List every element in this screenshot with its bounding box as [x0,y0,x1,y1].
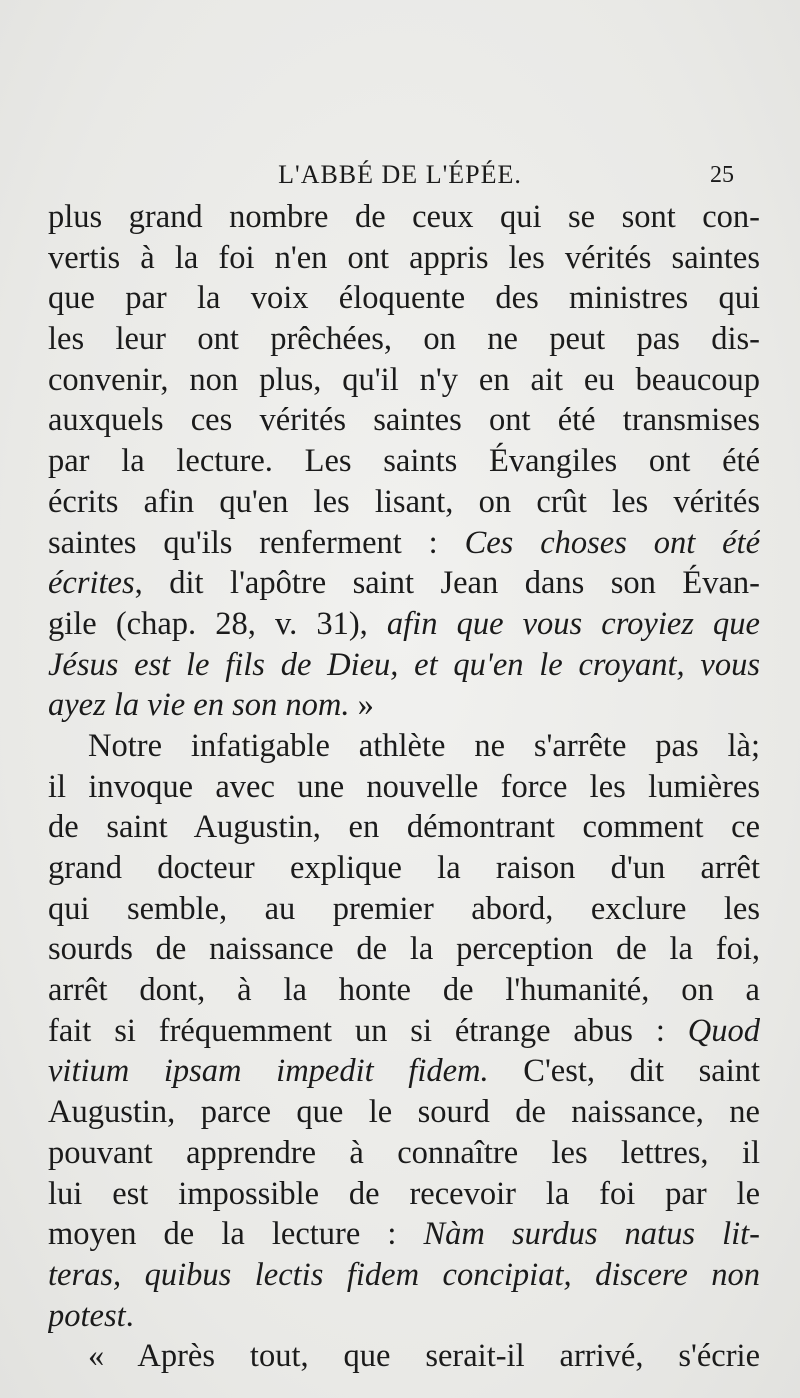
roman-segment: que par la voix éloquente des ministres qui [48,280,760,317]
roman-segment: » [349,687,374,724]
roman-segment: auxquels ces vérités saintes ont été transmises [48,402,760,439]
text-line [48,1174,760,1215]
text-line [48,1296,760,1337]
text-line [48,1255,760,1296]
roman-segment: vertis à la foi n'en ont appris les vérités saintes [48,239,760,276]
italic-segment: Quod [687,1012,760,1049]
text-line [48,319,760,360]
italic-segment: Jésus est le fils de Dieu, et qu'en le croyant, vous [48,646,760,683]
text-line [48,1051,760,1092]
italic-segment: afin que vous croyiez que [386,605,760,642]
roman-segment: saintes qu'ils renferment : [48,524,465,561]
roman-segment: sourds de naissance de la perception de la foi, [48,931,760,968]
text-line [48,1336,760,1377]
italic-segment: écrites [48,565,135,602]
text-line [48,970,760,1011]
roman-segment [572,1257,596,1293]
roman-segment: arrêt dont, à la honte de l'humanité, on a [48,972,760,1009]
roman-segment: les leur ont prêchées, on ne peut pas dis- [48,321,760,358]
text-line [48,197,760,238]
italic-segment: discere non [595,1256,760,1293]
italic-segment: vitium ipsam impedit fidem. [48,1053,489,1090]
text-line [48,889,760,930]
roman-segment: lui est impossible de recevoir la foi par le [48,1175,760,1212]
roman-segment: pouvant apprendre à connaître les lettres, il [48,1134,760,1171]
roman-segment: fait si fréquemment un si étrange abus : [48,1012,688,1049]
text-line [48,1133,760,1174]
roman-segment: Notre infatigable athlète ne s'arrête pas là; [88,727,760,764]
text-line [48,848,760,889]
roman-segment: qui semble, au premier abord, exclure les [48,890,760,927]
text-line [48,604,760,645]
running-head [0,160,800,194]
roman-segment: C'est, dit saint [488,1053,760,1090]
text-line [48,278,760,319]
roman-segment: convenir, non plus, qu'il n'y en ait eu beaucoup [48,361,760,398]
running-head-title: L'ABBÉ DE L'ÉPÉE. [278,160,522,189]
body-text [48,197,760,1377]
roman-segment: Augustin, parce que le sourd de naissance, ne [48,1094,760,1131]
text-line [48,400,760,441]
text-line [48,767,760,808]
text-line [48,1214,760,1255]
italic-segment: Ces choses ont été [464,524,760,561]
roman-segment: écrits afin qu'en les lisant, on crût les vérités [48,483,760,520]
page-number: 25 [710,162,734,188]
text-line [48,726,760,767]
italic-segment: Nàm surdus natus lit- [423,1216,760,1253]
text-line [48,929,760,970]
roman-segment: . [125,1297,134,1334]
roman-segment: grand docteur explique la raison d'un arrêt [48,850,760,886]
text-line [48,238,760,279]
text-line [48,523,760,564]
italic-segment: potest [48,1297,126,1334]
text-line [48,1011,760,1052]
roman-segment: , dit l'apôtre saint Jean dans son Évan- [134,565,760,602]
text-line [48,482,760,523]
roman-segment: il invoque avec une nouvelle force les lumières [48,768,760,805]
roman-segment: moyen de la lecture : [48,1216,424,1253]
text-line [48,685,760,726]
text-line [48,360,760,401]
text-line [48,1092,760,1133]
roman-segment: « Après tout, que serait-il arrivé, s'écrie [88,1338,760,1375]
text-line [48,563,760,604]
roman-segment: par la lecture. Les saints Évangiles ont été [48,443,760,480]
italic-segment: teras, quibus lectis fidem concipiat, [48,1256,572,1293]
text-line [48,807,760,848]
text-line [48,645,760,686]
roman-segment: de saint Augustin, en démontrant comment ce [48,809,760,846]
text-line [48,441,760,482]
roman-segment: plus grand nombre de ceux qui se sont con- [48,199,760,235]
italic-segment: ayez la vie en son nom. [48,687,350,724]
roman-segment: gile (chap. 28, v. 31), [48,605,387,642]
